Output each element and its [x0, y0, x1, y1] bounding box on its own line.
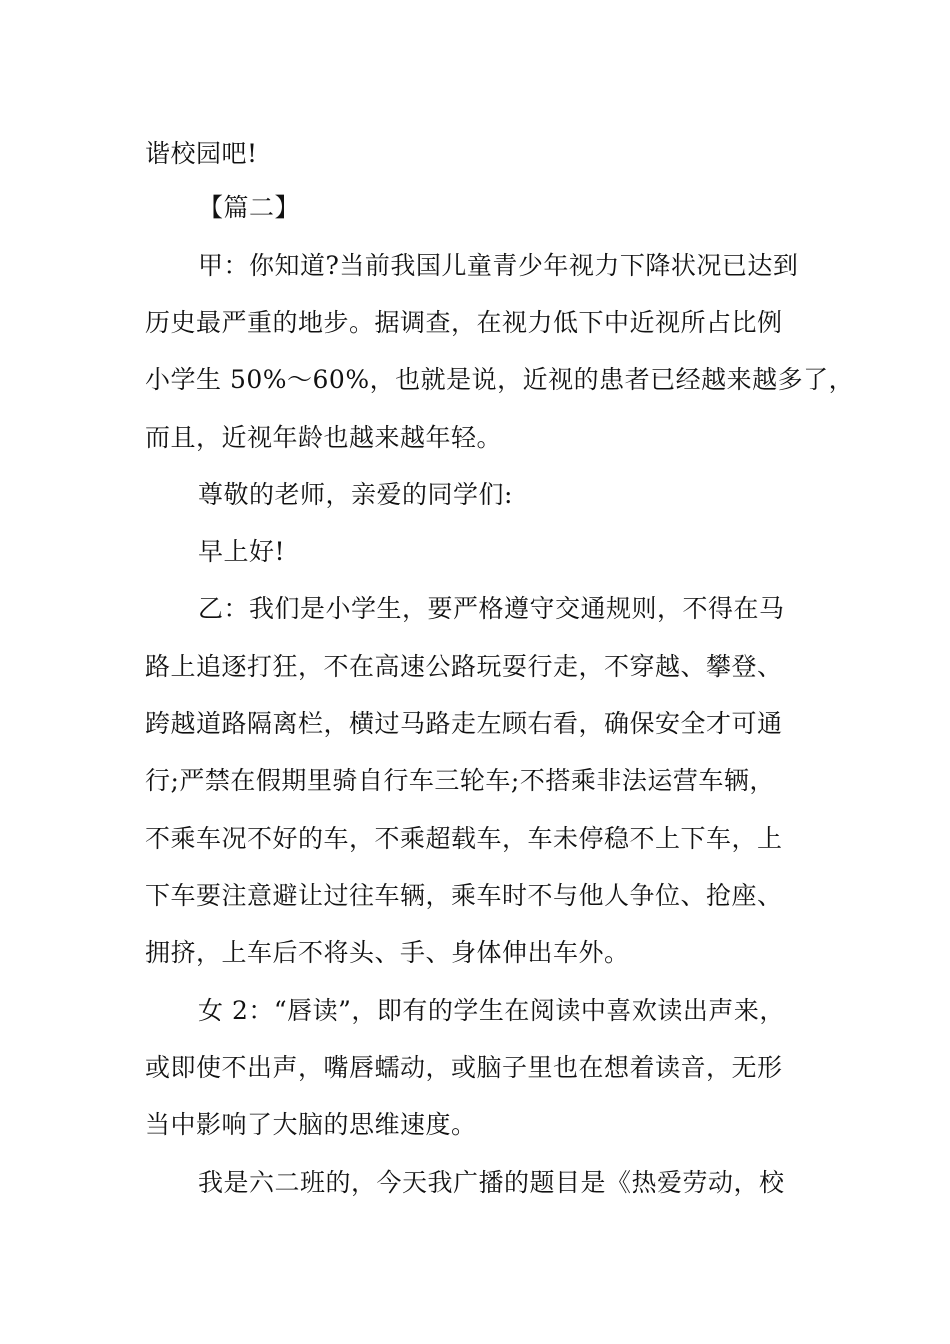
text-line: 拥挤，上车后不将头、手、身体伸出车外。 — [145, 938, 630, 967]
text-line: 跨越道路隔离栏，横过马路走左顾右看，确保安全才可通 — [145, 709, 783, 738]
text-line: 乙：我们是小学生，要严格遵守交通规则，不得在马 — [198, 594, 785, 623]
text-line: 早上好! — [198, 537, 286, 566]
text-line: 谐校园吧! — [145, 139, 258, 168]
text-line: 行;严禁在假期里骑自行车三轮车;不搭乘非法运营车辆， — [145, 766, 775, 795]
text-line: 不乘车况不好的车，不乘超载车，车未停稳不上下车，上 — [145, 824, 783, 853]
text-line: 尊敬的老师，亲爱的同学们: — [198, 480, 513, 509]
text-line: 路上追逐打狂，不在高速公路玩耍行走，不穿越、攀登、 — [145, 652, 783, 681]
text-line: 或即使不出声，嘴唇蠕动，或脑子里也在想着读音，无形 — [145, 1053, 783, 1082]
text-line: 女 2：“唇读”，即有的学生在阅读中喜欢读出声来， — [198, 996, 785, 1025]
text-line: 当中影响了大脑的思维速度。 — [145, 1110, 477, 1139]
text-line: 历史最严重的地步。据调查，在视力低下中近视所占比例 — [145, 308, 783, 337]
text-line: 我是六二班的，今天我广播的题目是《热爱劳动，校 — [198, 1168, 785, 1197]
text-line: 甲：你知道?当前我国儿童青少年视力下降状况已达到 — [198, 251, 799, 280]
text-line: 小学生 50%～60%，也就是说，近视的患者已经越来越多了， — [145, 365, 855, 394]
text-line: 而且，近视年龄也越来越年轻。 — [145, 423, 503, 452]
section-heading: 【篇二】 — [198, 193, 301, 222]
text-line: 下车要注意避让过往车辆，乘车时不与他人争位、抢座、 — [145, 881, 783, 910]
